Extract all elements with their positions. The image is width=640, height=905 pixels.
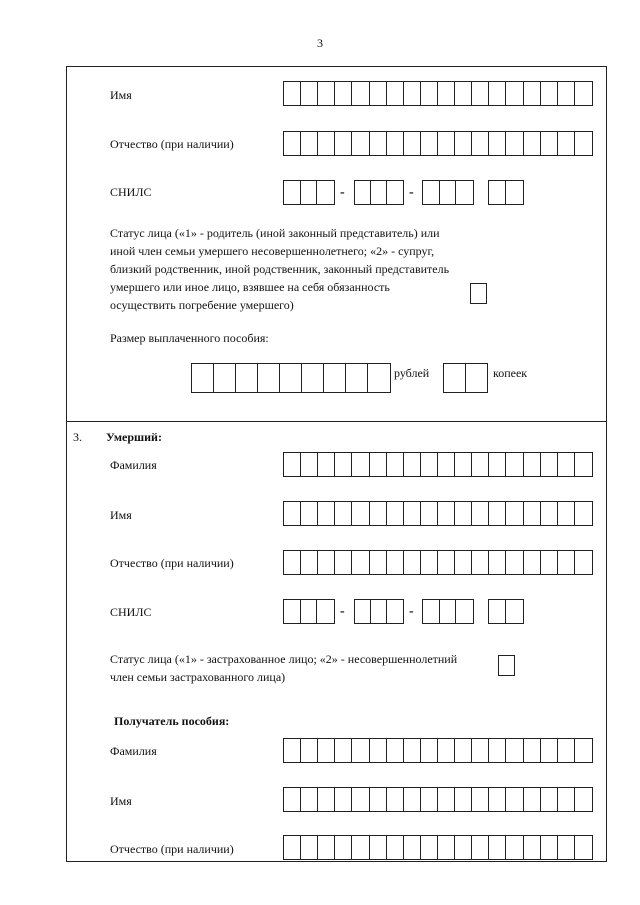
char-cell[interactable] bbox=[438, 551, 455, 574]
char-cell[interactable] bbox=[421, 502, 438, 525]
char-cell[interactable] bbox=[335, 82, 352, 105]
char-cell[interactable] bbox=[368, 364, 390, 392]
char-cell[interactable] bbox=[352, 788, 369, 811]
char-cell[interactable] bbox=[404, 132, 421, 155]
char-cell[interactable] bbox=[558, 788, 575, 811]
char-cell[interactable] bbox=[387, 453, 404, 476]
patronymic-cells[interactable] bbox=[283, 131, 593, 156]
char-cell[interactable] bbox=[506, 453, 523, 476]
recipient-title: Получатель пособия: bbox=[114, 714, 230, 728]
char-cell[interactable] bbox=[301, 132, 318, 155]
char-cell[interactable] bbox=[387, 600, 403, 623]
deceased-snils-group-3[interactable] bbox=[422, 599, 474, 624]
char-cell[interactable] bbox=[335, 551, 352, 574]
char-cell[interactable] bbox=[387, 551, 404, 574]
rubles-cells[interactable] bbox=[191, 363, 391, 393]
char-cell[interactable] bbox=[421, 739, 438, 762]
char-cell[interactable] bbox=[284, 739, 301, 762]
char-cell[interactable] bbox=[524, 836, 541, 859]
char-cell[interactable] bbox=[472, 502, 489, 525]
char-cell[interactable] bbox=[455, 551, 472, 574]
char-cell[interactable] bbox=[387, 788, 404, 811]
char-cell[interactable] bbox=[284, 181, 301, 204]
char-cell[interactable] bbox=[438, 502, 455, 525]
char-cell[interactable] bbox=[489, 453, 506, 476]
char-cell[interactable] bbox=[489, 739, 506, 762]
char-cell[interactable] bbox=[455, 82, 472, 105]
char-cell[interactable] bbox=[575, 82, 592, 105]
char-cell[interactable] bbox=[284, 453, 301, 476]
char-cell[interactable] bbox=[575, 453, 592, 476]
char-cell[interactable] bbox=[472, 551, 489, 574]
char-cell[interactable] bbox=[506, 502, 523, 525]
char-cell[interactable] bbox=[214, 364, 236, 392]
snils-label: СНИЛС bbox=[110, 185, 152, 199]
char-cell[interactable] bbox=[472, 836, 489, 859]
deceased-surname-label: Фамилия bbox=[110, 458, 157, 472]
char-cell[interactable] bbox=[421, 551, 438, 574]
char-cell[interactable] bbox=[318, 551, 335, 574]
recipient-name-label: Имя bbox=[110, 794, 132, 808]
char-cell[interactable] bbox=[318, 82, 335, 105]
char-cell[interactable] bbox=[456, 181, 473, 204]
char-cell[interactable] bbox=[387, 502, 404, 525]
char-cell[interactable] bbox=[301, 551, 318, 574]
char-cell[interactable] bbox=[370, 788, 387, 811]
char-cell[interactable] bbox=[284, 600, 301, 623]
char-cell[interactable] bbox=[421, 836, 438, 859]
char-cell[interactable] bbox=[506, 181, 523, 204]
char-cell[interactable] bbox=[558, 739, 575, 762]
char-cell[interactable] bbox=[318, 132, 335, 155]
char-cell[interactable] bbox=[575, 132, 592, 155]
char-cell[interactable] bbox=[489, 836, 506, 859]
char-cell[interactable] bbox=[284, 502, 301, 525]
char-cell[interactable] bbox=[524, 82, 541, 105]
char-cell[interactable] bbox=[575, 502, 592, 525]
page-number: 3 bbox=[317, 36, 323, 50]
char-cell[interactable] bbox=[335, 132, 352, 155]
rubles-label: рублей bbox=[394, 366, 430, 380]
char-cell[interactable] bbox=[506, 132, 523, 155]
char-cell[interactable] bbox=[444, 364, 466, 392]
char-cell[interactable] bbox=[455, 739, 472, 762]
char-cell[interactable] bbox=[301, 502, 318, 525]
snils-dash-1: - bbox=[340, 185, 345, 200]
char-cell[interactable] bbox=[506, 551, 523, 574]
deceased-patronymic-cells[interactable] bbox=[283, 550, 593, 575]
char-cell[interactable] bbox=[335, 502, 352, 525]
char-cell[interactable] bbox=[335, 739, 352, 762]
char-cell[interactable] bbox=[404, 739, 421, 762]
char-cell[interactable] bbox=[541, 551, 558, 574]
char-cell[interactable] bbox=[421, 788, 438, 811]
benefit-amount-label: Размер выплаченного пособия: bbox=[110, 331, 269, 345]
char-cell[interactable] bbox=[404, 836, 421, 859]
char-cell[interactable] bbox=[558, 551, 575, 574]
char-cell[interactable] bbox=[236, 364, 258, 392]
section-title: Умерший: bbox=[106, 430, 162, 444]
char-cell[interactable] bbox=[455, 502, 472, 525]
char-cell[interactable] bbox=[302, 364, 324, 392]
char-cell[interactable] bbox=[421, 453, 438, 476]
char-cell[interactable] bbox=[301, 788, 318, 811]
char-cell[interactable] bbox=[301, 453, 318, 476]
deceased-snils-dash-1: - bbox=[340, 604, 345, 619]
char-cell[interactable] bbox=[455, 132, 472, 155]
recipient-patronymic-label: Отчество (при наличии) bbox=[110, 842, 234, 856]
char-cell[interactable] bbox=[192, 364, 214, 392]
char-cell[interactable] bbox=[280, 364, 302, 392]
char-cell[interactable] bbox=[301, 600, 318, 623]
char-cell[interactable] bbox=[404, 788, 421, 811]
char-cell[interactable] bbox=[472, 132, 489, 155]
char-cell[interactable] bbox=[355, 600, 371, 623]
char-cell[interactable] bbox=[318, 836, 335, 859]
char-cell[interactable] bbox=[575, 739, 592, 762]
char-cell[interactable] bbox=[318, 453, 335, 476]
char-cell[interactable] bbox=[524, 788, 541, 811]
snils-group-1[interactable] bbox=[283, 180, 335, 205]
char-cell[interactable] bbox=[317, 600, 334, 623]
char-cell[interactable] bbox=[558, 502, 575, 525]
recipient-patronymic-cells[interactable] bbox=[283, 835, 593, 860]
char-cell[interactable] bbox=[423, 181, 440, 204]
char-cell[interactable] bbox=[558, 82, 575, 105]
char-cell[interactable] bbox=[318, 739, 335, 762]
char-cell[interactable] bbox=[541, 836, 558, 859]
char-cell[interactable] bbox=[575, 788, 592, 811]
char-cell[interactable] bbox=[387, 181, 403, 204]
char-cell[interactable] bbox=[472, 453, 489, 476]
deceased-name-label: Имя bbox=[110, 508, 132, 522]
char-cell[interactable] bbox=[346, 364, 368, 392]
char-cell[interactable] bbox=[284, 788, 301, 811]
char-cell[interactable] bbox=[455, 453, 472, 476]
char-cell[interactable] bbox=[524, 132, 541, 155]
char-cell[interactable] bbox=[524, 502, 541, 525]
char-cell[interactable] bbox=[489, 788, 506, 811]
char-cell[interactable] bbox=[455, 836, 472, 859]
section-divider bbox=[67, 421, 606, 422]
deceased-snils-label: СНИЛС bbox=[110, 605, 152, 619]
char-cell[interactable] bbox=[284, 551, 301, 574]
status-checkbox[interactable] bbox=[470, 283, 487, 304]
char-cell[interactable] bbox=[541, 739, 558, 762]
char-cell[interactable] bbox=[472, 739, 489, 762]
char-cell[interactable] bbox=[370, 551, 387, 574]
deceased-status-line-1: Статус лица («1» - застрахованное лицо; «2» - несовершеннолетний bbox=[110, 652, 458, 666]
char-cell[interactable] bbox=[506, 600, 523, 623]
char-cell[interactable] bbox=[524, 739, 541, 762]
char-cell[interactable] bbox=[524, 453, 541, 476]
char-cell[interactable] bbox=[541, 82, 558, 105]
char-cell[interactable] bbox=[318, 788, 335, 811]
char-cell[interactable] bbox=[318, 502, 335, 525]
char-cell[interactable] bbox=[438, 788, 455, 811]
char-cell[interactable] bbox=[352, 453, 369, 476]
char-cell[interactable] bbox=[370, 739, 387, 762]
deceased-status-line-2: член семьи застрахованного лица) bbox=[110, 670, 286, 684]
section-number: 3. bbox=[73, 430, 82, 444]
char-cell[interactable] bbox=[456, 600, 473, 623]
deceased-snils-dash-2: - bbox=[409, 604, 414, 619]
name-cells[interactable] bbox=[283, 81, 593, 106]
char-cell[interactable] bbox=[558, 132, 575, 155]
snils-dash-2: - bbox=[409, 185, 414, 200]
char-cell[interactable] bbox=[301, 181, 318, 204]
char-cell[interactable] bbox=[489, 551, 506, 574]
patronymic-label: Отчество (при наличии) bbox=[110, 137, 234, 151]
char-cell[interactable] bbox=[371, 181, 387, 204]
char-cell[interactable] bbox=[472, 788, 489, 811]
char-cell[interactable] bbox=[371, 600, 387, 623]
char-cell[interactable] bbox=[355, 181, 371, 204]
deceased-snils-group-2[interactable] bbox=[354, 599, 404, 624]
kopecks-label: копеек bbox=[493, 366, 528, 380]
char-cell[interactable] bbox=[489, 181, 506, 204]
char-cell[interactable] bbox=[455, 788, 472, 811]
char-cell[interactable] bbox=[524, 551, 541, 574]
char-cell[interactable] bbox=[258, 364, 280, 392]
char-cell[interactable] bbox=[370, 502, 387, 525]
char-cell[interactable] bbox=[421, 132, 438, 155]
recipient-name-cells[interactable] bbox=[283, 787, 593, 812]
char-cell[interactable] bbox=[489, 600, 506, 623]
char-cell[interactable] bbox=[438, 132, 455, 155]
char-cell[interactable] bbox=[387, 739, 404, 762]
char-cell[interactable] bbox=[575, 551, 592, 574]
char-cell[interactable] bbox=[352, 82, 369, 105]
char-cell[interactable] bbox=[324, 364, 346, 392]
char-cell[interactable] bbox=[506, 739, 523, 762]
char-cell[interactable] bbox=[284, 132, 301, 155]
char-cell[interactable] bbox=[541, 502, 558, 525]
char-cell[interactable] bbox=[404, 453, 421, 476]
recipient-surname-label: Фамилия bbox=[110, 744, 157, 758]
char-cell[interactable] bbox=[466, 364, 488, 392]
char-cell[interactable] bbox=[370, 836, 387, 859]
char-cell[interactable] bbox=[421, 82, 438, 105]
deceased-snils-group-4[interactable] bbox=[488, 599, 524, 624]
char-cell[interactable] bbox=[404, 502, 421, 525]
char-cell[interactable] bbox=[335, 836, 352, 859]
char-cell[interactable] bbox=[352, 132, 369, 155]
char-cell[interactable] bbox=[284, 82, 301, 105]
snils-group-4[interactable] bbox=[488, 180, 524, 205]
char-cell[interactable] bbox=[489, 132, 506, 155]
status-description: Статус лица («1» - родитель (иной законный представитель) или иной член семьи умершего несовершеннолетнего; «2» - супруг, близкий родственник, иной родственник, законный представитель умершего или иное лицо, взявшее на себя обязанность осуществить погребение умершего) bbox=[110, 226, 450, 312]
char-cell[interactable] bbox=[301, 739, 318, 762]
deceased-surname-cells[interactable] bbox=[283, 452, 593, 477]
char-cell[interactable] bbox=[575, 836, 592, 859]
char-cell[interactable] bbox=[440, 600, 457, 623]
deceased-patronymic-label: Отчество (при наличии) bbox=[110, 556, 234, 570]
char-cell[interactable] bbox=[387, 82, 404, 105]
kopecks-cells[interactable] bbox=[443, 363, 488, 393]
recipient-surname-cells[interactable] bbox=[283, 738, 593, 763]
char-cell[interactable] bbox=[352, 836, 369, 859]
snils-group-3[interactable] bbox=[422, 180, 474, 205]
char-cell[interactable] bbox=[506, 788, 523, 811]
char-cell[interactable] bbox=[335, 453, 352, 476]
char-cell[interactable] bbox=[558, 453, 575, 476]
deceased-snils-group-1[interactable] bbox=[283, 599, 335, 624]
char-cell[interactable] bbox=[423, 600, 440, 623]
char-cell[interactable] bbox=[387, 132, 404, 155]
char-cell[interactable] bbox=[440, 181, 457, 204]
char-cell[interactable] bbox=[301, 82, 318, 105]
char-cell[interactable] bbox=[506, 836, 523, 859]
char-cell[interactable] bbox=[558, 836, 575, 859]
char-cell[interactable] bbox=[352, 739, 369, 762]
char-cell[interactable] bbox=[541, 453, 558, 476]
char-cell[interactable] bbox=[404, 82, 421, 105]
char-cell[interactable] bbox=[489, 82, 506, 105]
snils-group-2[interactable] bbox=[354, 180, 404, 205]
char-cell[interactable] bbox=[370, 82, 387, 105]
char-cell[interactable] bbox=[489, 502, 506, 525]
char-cell[interactable] bbox=[506, 82, 523, 105]
char-cell[interactable] bbox=[541, 788, 558, 811]
char-cell[interactable] bbox=[438, 836, 455, 859]
char-cell[interactable] bbox=[301, 836, 318, 859]
deceased-name-cells[interactable] bbox=[283, 501, 593, 526]
char-cell[interactable] bbox=[352, 551, 369, 574]
char-cell[interactable] bbox=[438, 453, 455, 476]
char-cell[interactable] bbox=[370, 132, 387, 155]
char-cell[interactable] bbox=[317, 181, 334, 204]
char-cell[interactable] bbox=[472, 82, 489, 105]
char-cell[interactable] bbox=[404, 551, 421, 574]
char-cell[interactable] bbox=[352, 502, 369, 525]
char-cell[interactable] bbox=[387, 836, 404, 859]
char-cell[interactable] bbox=[370, 453, 387, 476]
char-cell[interactable] bbox=[335, 788, 352, 811]
char-cell[interactable] bbox=[438, 82, 455, 105]
deceased-status-checkbox[interactable] bbox=[498, 655, 515, 676]
char-cell[interactable] bbox=[438, 739, 455, 762]
char-cell[interactable] bbox=[284, 836, 301, 859]
name-label: Имя bbox=[110, 88, 132, 102]
char-cell[interactable] bbox=[541, 132, 558, 155]
